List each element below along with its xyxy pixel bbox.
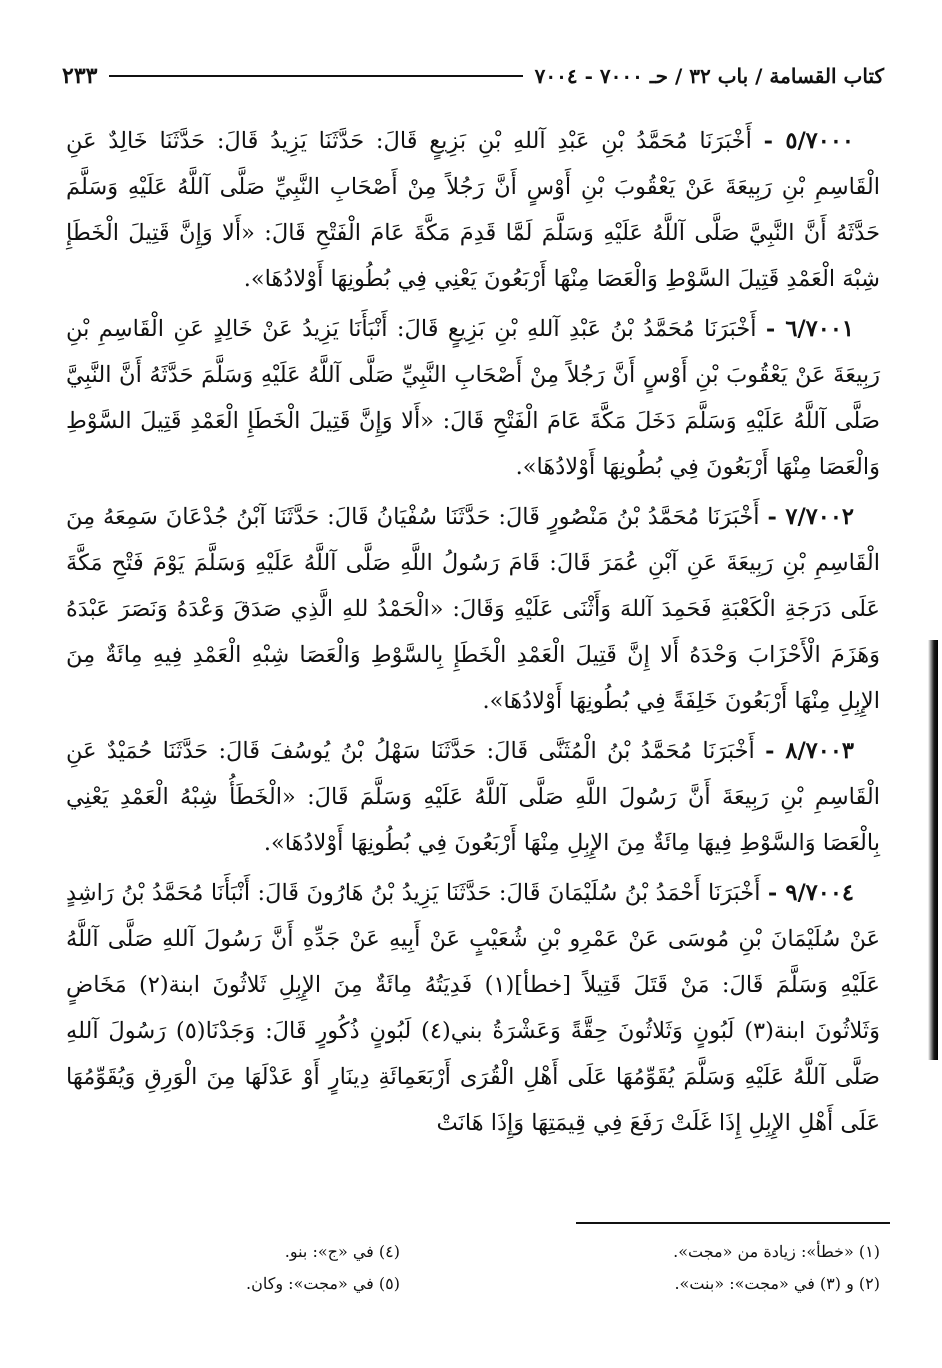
footnote-separator [576,1222,890,1224]
hadith-number: ٨/٧٠٠٣ - [765,738,855,764]
hadith-paragraph [66,494,880,724]
hadith-number: ٦/٧٠٠١ - [765,316,854,342]
hadith-paragraph [66,870,880,1146]
page-number: ٢٣٣ [62,63,98,89]
footnotes-left-column [40,1236,400,1300]
running-header [62,56,884,96]
header-title: كتاب القسامة / باب ٣٢ / حـ ٧٠٠٠ - ٧٠٠٤ [534,64,884,88]
hadith-number: ٥/٧٠٠٠ - [763,128,855,154]
hadith-text: أَخْبَرَنَا أَحْمَدُ بْنُ سُلَيْمَانَ قَالَ: حَدَّثَنَا يَزِيدُ بْنُ هَارُونَ قَالَ: أَنْبَأَنَا مُحَمَّدُ بْنُ رَاشِدٍ عَنْ سُلَيْمَانَ بْنِ مُوسَى عَنْ عَمْرِو بْنِ شُعَيْبٍ عَنْ أَبِيهِ عَنْ جَدِّهِ أَنَّ رَسُولَ آللهِ صَلَّى آللَّهُ عَلَيْهِ وَسَلَّمَ قَالَ: مَنْ قَتَلَ قَتِيلاً [خطأ](١) فَدِيَتُهُ مِائَةٌ مِنَ الإِبِلِ ثَلاثُونَ ابنة(٢) مَخَاضٍ وَثَلاثُونَ ابنة(٣) لَبُونٍ وَثَلاثُونَ حِقَّةً وَعَشْرَةُ بني(٤) لَبُونٍ ذُكُورٍ قَالَ: وَجَدْنَا(٥) رَسُولَ آللهِ صَلَّى آللَّهُ عَلَيْهِ وَسَلَّمَ يُقَوِّمُهَا عَلَى أَهْلِ الْقُرَى أَرْبَعَمِائَةِ دِينَارٍ أَوْ عَدْلَهَا مِنَ الْوَرِقِ وَيُقَوِّمُهَا عَلَى أَهْلِ الإِبِلِ إِذَا غَلَتْ رَفَعَ فِي قِيمَتِهَا وَإِذَا هَانَتْ [66,880,881,1136]
main-text [66,118,880,1150]
hadith-text: أَخْبَرَنَا مُحَمَّدُ بْنِ عَبْدِ آللهِ بْنِ بَزِيعٍ قَالَ: حَدَّثَنَا يَزِيدُ قَالَ: حَدَّثَنَا خَالِدٌ عَنِ الْقَاسِمِ بْنِ رَبِيعَةَ عَنْ يَعْقُوبَ بْنِ أَوْسٍ أَنَّ رَجُلاً مِنْ أَصْحَابِ النَّبِيِّ صَلَّى آللَّهُ عَلَيْهِ وَسَلَّمَ حَدَّثَهُ أَنَّ النَّبِيَّ صَلَّى آللَّهُ عَلَيْهِ وَسَلَّمَ لَمَّا قَدِمَ مَكَّةَ عَامَ الْفَتْحِ قَالَ: «أَلا وَإِنَّ قَتِيلَ الْخَطَإِ شِبْهَ الْعَمْدِ قَتِيلَ السَّوْطِ وَالْعَصَا مِنْهَا أَرْبَعُونَ يَعْنِي فِي بُطُونِهَا أَوْلادُهَا». [66,128,880,292]
hadith-paragraph [66,306,880,490]
header-rule [109,75,522,77]
hadith-number: ٧/٧٠٠٢ - [767,504,855,530]
hadith-paragraph [66,728,880,866]
footnote: (٤) في «ج»: بنو. [284,1242,400,1261]
footnote: (٢) و (٣) في «مجت»: «بنت». [674,1274,880,1293]
hadith-text: أَخْبَرَنَا مُحَمَّدُ بْنُ الْمُثَنَّى قَالَ: حَدَّثَنَا سَهْلُ بْنُ يُوسُفَ قَالَ: حَدَّثَنَا حُمَيْدٌ عَنِ الْقَاسِمِ بْنِ رَبِيعَةَ أَنَّ رَسُولَ اللَّهِ صَلَّى آللَّهُ عَلَيْهِ وَسَلَّمَ قَالَ: «الْخَطَأُ شِبْهُ الْعَمْدِ يَعْنِي بِالْعَصَا وَالسَّوْطِ فِيهَا مِائَةٌ مِنَ الإِبِلِ مِنْهَا أَرْبَعُونَ فِي بُطُونِهَا أَوْلادُهَا». [66,738,880,856]
hadith-text: أَخْبَرَنَا مُحَمَّدُ بْنُ عَبْدِ آللهِ بْنِ بَزِيعٍ قَالَ: أَنْبَأَنَا يَزِيدُ عَنْ خَالِدٍ عَنِ الْقَاسِمِ بْنِ رَبِيعَةَ عَنْ يَعْقُوبَ بْنِ أَوْسٍ أَنَّ رَجُلاً مِنْ أَصْحَابِ النَّبِيِّ صَلَّى آللَّهُ عَلَيْهِ وَسَلَّمَ حَدَّثَهُ أَنَّ النَّبِيَّ صَلَّى آللَّهُ عَلَيْهِ وَسَلَّمَ دَخَلَ مَكَّةَ عَامَ الْفَتْحِ قَالَ: «أَلا وَإِنَّ قَتِيلَ الْخَطَإِ الْعَمْدِ قَتِيلَ السَّوْطِ وَالْعَصَا مِنْهَا أَرْبَعُونَ فِي بُطُونِهَا أَوْلادُهَا». [66,316,880,480]
footnotes-right-column [520,1236,880,1300]
hadith-paragraph [66,118,880,302]
hadith-text: أَخْبَرَنَا مُحَمَّدُ بْنُ مَنْصُورٍ قَالَ: حَدَّثَنَا سُفْيَانُ قَالَ: حَدَّثَنَا آبْنُ جُدْعَانَ سَمِعَهُ مِنَ الْقَاسِمِ بْنِ رَبِيعَةَ عَنِ آبْنِ عُمَرَ قَالَ: قَامَ رَسُولُ اللَّهِ صَلَّى آللَّهُ عَلَيْهِ وَسَلَّمَ يَوْمَ فَتْحِ مَكَّةَ عَلَى دَرَجَةِ الْكَعْبَةِ فَحَمِدَ آللهَ وَأَثْنَى عَلَيْهِ وَقَالَ: «الْحَمْدُ للهِ الَّذِي صَدَقَ وَعْدَهُ وَنَصَرَ عَبْدَهُ وَهَزَمَ الْأَحْزَابَ وَحْدَهُ أَلا إِنَّ قَتِيلَ الْعَمْدِ الْخَطَإِ بِالسَّوْطِ وَالْعَصَا شِبْهِ الْعَمْدِ فِيهِ مِائَةٌ مِنَ الإِبِلِ مِنْهَا أَرْبَعُونَ خَلِفَةً فِي بُطُونِهَا أَوْلادُهَا». [66,504,880,714]
footnote: (١) «خطأ»: زيادة من «مجت». [673,1242,880,1261]
hadith-number: ٩/٧٠٠٤ - [767,880,855,906]
scan-shadow-edge [928,640,938,1060]
footnote: (٥) في «مجت»: وكان. [246,1274,400,1293]
